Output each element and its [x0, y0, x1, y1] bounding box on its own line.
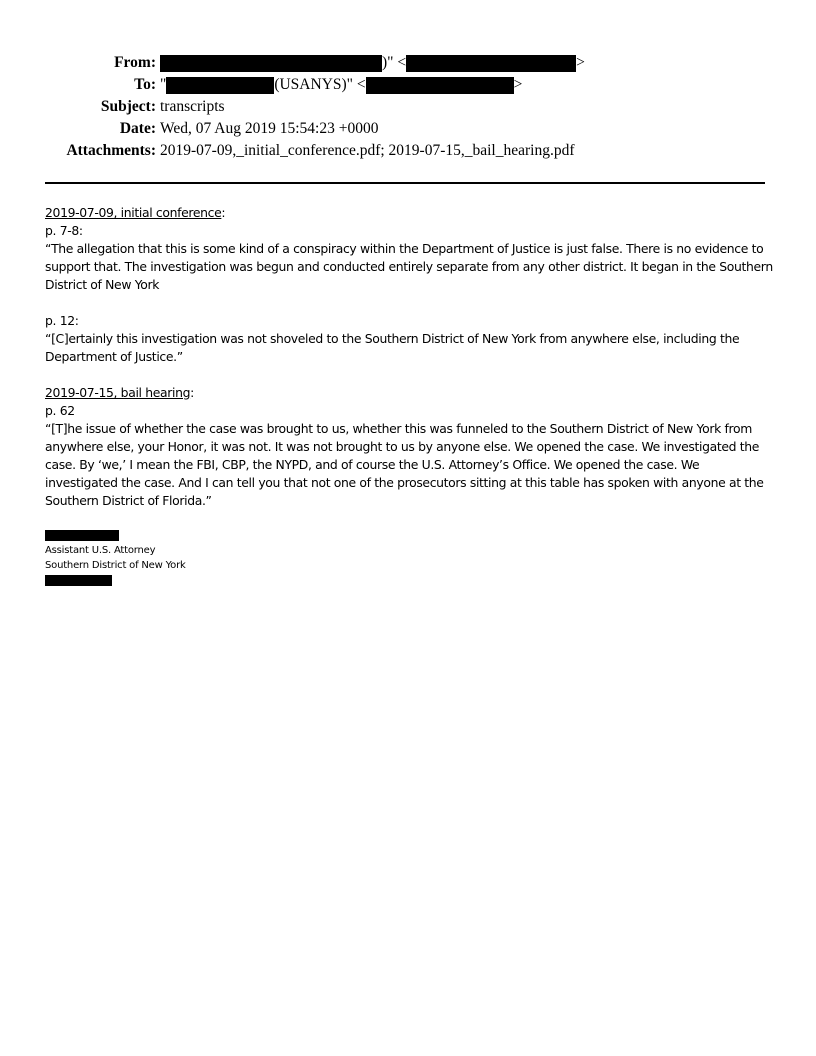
date-row [0, 118, 585, 140]
to-end: > [513, 76, 523, 93]
email-body [45, 204, 773, 510]
from-value [160, 52, 585, 74]
signature-office: Southern District of New York [45, 560, 186, 571]
section1-title-link[interactable]: 2019-07-09, initial conference [45, 205, 222, 220]
header-divider [45, 182, 765, 184]
section-heading [45, 204, 773, 222]
spacer [45, 366, 773, 384]
spacer [45, 294, 773, 312]
from-label: From: [114, 54, 156, 71]
section2-colon: : [190, 385, 194, 400]
redaction-block [366, 77, 514, 94]
redaction-block [45, 530, 119, 541]
signature-title: Assistant U.S. Attorney [45, 545, 156, 556]
signature-block [45, 530, 186, 586]
email-header [0, 52, 585, 162]
attachments-value[interactable]: 2019-07-09,_initial_conference.pdf; 2019-07-15,_bail_hearing.pdf [160, 142, 575, 159]
redaction-block [160, 55, 382, 72]
to-value [160, 74, 522, 96]
from-row [0, 52, 585, 74]
to-start: " [160, 76, 167, 93]
to-separator: (USANYS)" < [274, 76, 366, 93]
date-label: Date: [119, 120, 156, 137]
section-heading [45, 384, 773, 402]
page-reference: p. 7-8: [45, 223, 83, 238]
from-end: > [576, 54, 585, 71]
section2-title-link[interactable]: 2019-07-15, bail hearing [45, 385, 191, 400]
subject-label: Subject: [100, 98, 156, 115]
subject-value: transcripts [160, 98, 225, 115]
section1-colon: : [221, 205, 226, 220]
page-reference: p. 12: [45, 313, 79, 328]
quote-paragraph: “The allegation that this is some kind of a conspiracy within the Department of Justice is just false. There is no evidence to support that. The investigation was begun and conducted entirely separate from any other district. It began in the Southern District of New York [45, 241, 773, 292]
from-separator: )" < [382, 54, 407, 71]
to-label: To: [134, 76, 156, 93]
quote-paragraph: “[C]ertainly this investigation was not shoveled to the Southern District of New York from anywhere else, including the Department of Justice.” [45, 331, 740, 364]
redaction-block [45, 575, 112, 586]
redaction-block [166, 77, 274, 94]
attachments-label: Attachments: [66, 142, 156, 159]
attachments-row [0, 140, 585, 162]
to-row [0, 74, 585, 96]
date-value: Wed, 07 Aug 2019 15:54:23 +0000 [160, 120, 379, 137]
quote-paragraph: “[T]he issue of whether the case was brought to us, whether this was funneled to the Southern District of New York from anywhere else, your Honor, it was not. It was not brought to us by anyone else. We opened the case. We investigated the case. By ‘we,’ I mean the FBI, CBP, the NYPD, and of course the U.S. Attorney’s Office. We opened the case. We investigated the case. And I can tell you that not one of the prosecutors sitting at this table has spoken with anyone at the Southern District of Florida.” [45, 421, 764, 508]
redaction-block [406, 55, 576, 72]
subject-row [0, 96, 585, 118]
page-reference: p. 62 [45, 403, 75, 418]
